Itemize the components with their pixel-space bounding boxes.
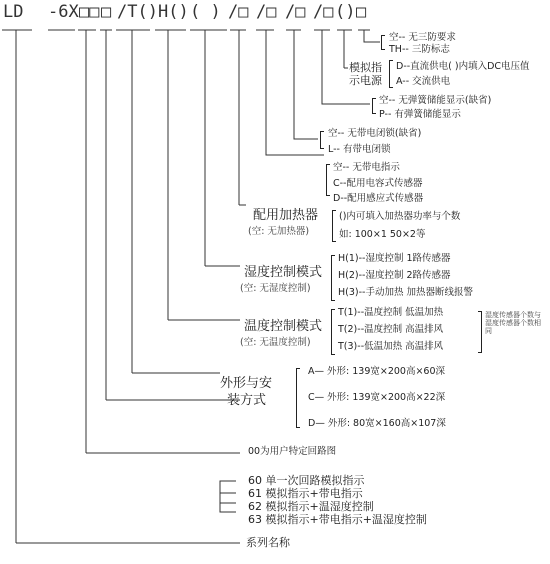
live-brace xyxy=(326,164,330,196)
live-d: D--配用感应式传感器 xyxy=(333,193,424,204)
heater-desc-2: 如: 100×1 50×2等 xyxy=(339,229,426,240)
storage-p: P-- 有弹簧储能显示 xyxy=(379,109,461,120)
power-ac: A-- 交流供电 xyxy=(396,76,451,87)
humidity-title: 湿度控制模式 xyxy=(244,265,323,280)
shape-a: A— 外形: 139宽×200高×60深 xyxy=(308,366,446,377)
shape-title-2: 装方式 xyxy=(227,393,267,408)
lock-brace xyxy=(320,131,324,149)
shape-c: C— 外形: 139宽×200高×22深 xyxy=(308,392,446,403)
code-heater: ( ) xyxy=(190,2,221,22)
temperature-t2: T(2)--温度控制 高温排风 xyxy=(338,324,444,335)
shape-title-1: 外形与安 xyxy=(220,376,273,391)
model-61: 61 模拟指示+带电指示 xyxy=(248,487,363,500)
code-slot-4: /□ xyxy=(313,2,334,22)
lock-none: 空-- 无带电闭锁(缺省) xyxy=(328,128,422,139)
shape-brace xyxy=(296,368,300,428)
heater-brace xyxy=(332,210,336,242)
code-humidity: H() xyxy=(158,2,189,22)
protection-brace xyxy=(381,35,385,50)
power-brace xyxy=(389,60,393,88)
code-slot-2: /□ xyxy=(256,2,277,22)
lock-l: L-- 有带电闭锁 xyxy=(328,144,391,155)
code-power: () xyxy=(335,2,356,22)
power-label-2: 示电源 xyxy=(349,74,382,87)
humidity-brace xyxy=(331,255,335,301)
temperature-t1: T(1)--温度控制 低温加热 xyxy=(338,307,444,318)
power-label-1: 模拟指 xyxy=(349,61,382,74)
temperature-t3: T(3)--低温加热 高温排风 xyxy=(338,341,444,352)
code-model-group: -6X xyxy=(48,2,79,22)
temperature-title: 温度控制模式 xyxy=(244,319,323,334)
protection-th: TH-- 三防标志 xyxy=(389,44,450,55)
code-last-box: □ xyxy=(356,2,367,22)
storage-brace xyxy=(372,98,376,114)
model-60: 60 单一次回路模拟指示 xyxy=(248,474,365,487)
series-name: 系列名称 xyxy=(246,536,290,549)
heater-title: 配用加热器 xyxy=(253,208,319,223)
heater-desc-1: ()内可填入加热器功率与个数 xyxy=(339,211,461,222)
model-62: 62 模拟指示+温湿度控制 xyxy=(248,500,374,513)
shape-d: D— 外形: 80宽×160高×107深 xyxy=(308,418,446,429)
temperature-brace xyxy=(331,309,335,355)
code-slot-3: /□ xyxy=(285,2,306,22)
humidity-h3: H(3)--手动加热 加热器断线报警 xyxy=(338,287,473,298)
power-dc: D--直流供电( )内填入DC电压值 xyxy=(396,61,530,72)
code-user-box: □□ xyxy=(79,2,100,22)
model-63: 63 模拟指示+带电指示+温湿度控制 xyxy=(248,513,427,526)
live-c: C--配用电容式传感器 xyxy=(333,178,423,189)
temperature-note: 湿度传感器个数与湿度传感器个数相同 xyxy=(485,311,541,336)
heater-sub: (空: 无加热器) xyxy=(248,226,310,237)
code-slot-1: /□ xyxy=(228,2,249,22)
protection-none: 空-- 无三防要求 xyxy=(389,32,456,43)
humidity-h2: H(2)--湿度控制 2路传感器 xyxy=(338,270,451,281)
humidity-sub: (空: 无湿度控制) xyxy=(240,283,311,294)
humidity-h1: H(1)--湿度控制 1路传感器 xyxy=(338,253,451,264)
user-loop-text: 00为用户特定回路图 xyxy=(248,446,337,457)
live-none: 空-- 无带电指示 xyxy=(333,162,400,173)
code-shape-box: □ xyxy=(101,2,112,22)
code-temperature: /T() xyxy=(117,2,158,22)
temperature-note-brace xyxy=(478,311,482,353)
code-series: LD xyxy=(3,2,24,22)
storage-none: 空-- 无弹簧储能显示(缺省) xyxy=(379,95,492,106)
temperature-sub: (空: 无温度控制) xyxy=(240,337,311,348)
